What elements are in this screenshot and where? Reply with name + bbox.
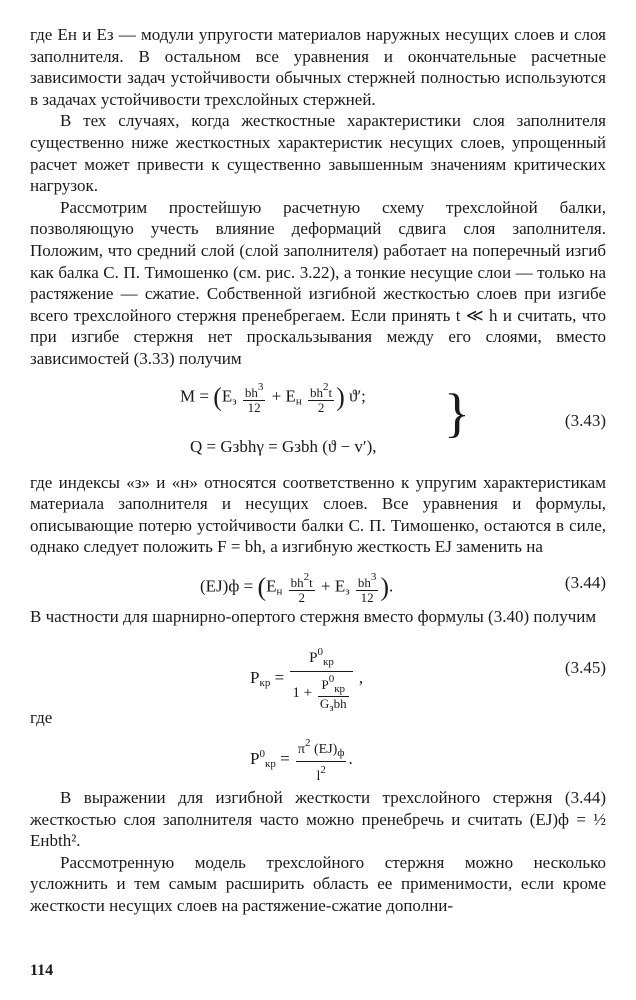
equation-number: (3.43) (564, 410, 606, 430)
equation-3-44: $(EJ)ф = (E_н$ $\frac{bh^2t}{2}$ + $E_з$ $\frac{bh^3}{12}$ ). (3.44) (200, 570, 606, 605)
paragraph-7: Рассмотренную модель трехслойного стержня можно несколько усложнить и тем самым расширить область ее применимости, если кроме жесткости несущих слоев на растяжение-сжатие дополни- (30, 852, 606, 916)
equation-3-45: $P_{кр}$ = $P^0_{кр}$ 1 + $\frac{P^0_{кр}}{G_зbh}$ , (3.45) (30, 627, 606, 707)
paragraph-6: В выражении для изгибной жесткости трехслойного стержня (3.44) жесткостью слоя заполнителя часто можно пренебречь и считать (EJ)ф = ½ Eнbth². (30, 788, 606, 851)
equation-3-43: $M = (E_з$ $\frac{bh^3}{12}$ + $E_н$ $\frac{bh^2t}{2}$ ) ϑ′; Q = Gзbhγ = Gзbh (ϑ − v′), } (3.43) (180, 380, 606, 456)
equation-number: (3.44) (564, 572, 606, 592)
page-number: 114 (30, 962, 54, 979)
equation-p0: $P^0_{кр}$ = $\frac{\pi^2 (EJ)_ф}{l^2}$ . (250, 737, 353, 785)
paragraph-2: В тех случаях, когда жесткостные характеристики слоя заполнителя существенно ниже жесткостных характеристик несущих слоев, упрощенный расчет может привести к существенно завышенным значениям критических нагрузок. (30, 111, 606, 196)
equation-3-43-line2: Q = Gзbhγ = Gзbh (ϑ − v′), (190, 436, 377, 456)
where-label: где (30, 708, 53, 728)
paragraph-3: Рассмотрим простейшую расчетную схему трехслойной балки, позволяющую учесть влияние деформаций сдвига слоя заполнителя. Положим, что средний слой (слой заполнителя) работает на поперечный изгиб как балка С. П. Тимошенко (см. рис. 3.22), а тонкие несущие слои — только на растяжение — сжатие. Собственной изгибной жесткостью слоев при изгибе всего трехслойного стержня пренебрегаем. Если принять t ≪ h и считать, что при изгибе стержня нет проскальзывания между его слоями, вместо зависимостей (3.33) получим (30, 197, 606, 368)
equation-number: (3.45) (564, 658, 606, 678)
paragraph-4: где индексы «з» и «н» относятся соответственно к упругим характеристикам материала заполнителя и несущих слоев. Все уравнения и формулы, описывающие потерю устойчивости балки С. П. Тимошенко, остаются в силе, однако следует положить F = bh, а изгибную жесткость EJ заменить на (30, 472, 606, 557)
paragraph-1: где Eн и Eз — модули упругости материалов наружных несущих слоев и слоя заполнителя. В остальном все уравнения и окончательные расчетные зависимости задач устойчивости обычных стержней полностью используются в задачах устойчивости трехслойных стержней. (30, 25, 606, 109)
paragraph-5: В частности для шарнирно-опертого стержня вместо формулы (3.40) получим (30, 606, 597, 626)
page-body (30, 24, 606, 917)
